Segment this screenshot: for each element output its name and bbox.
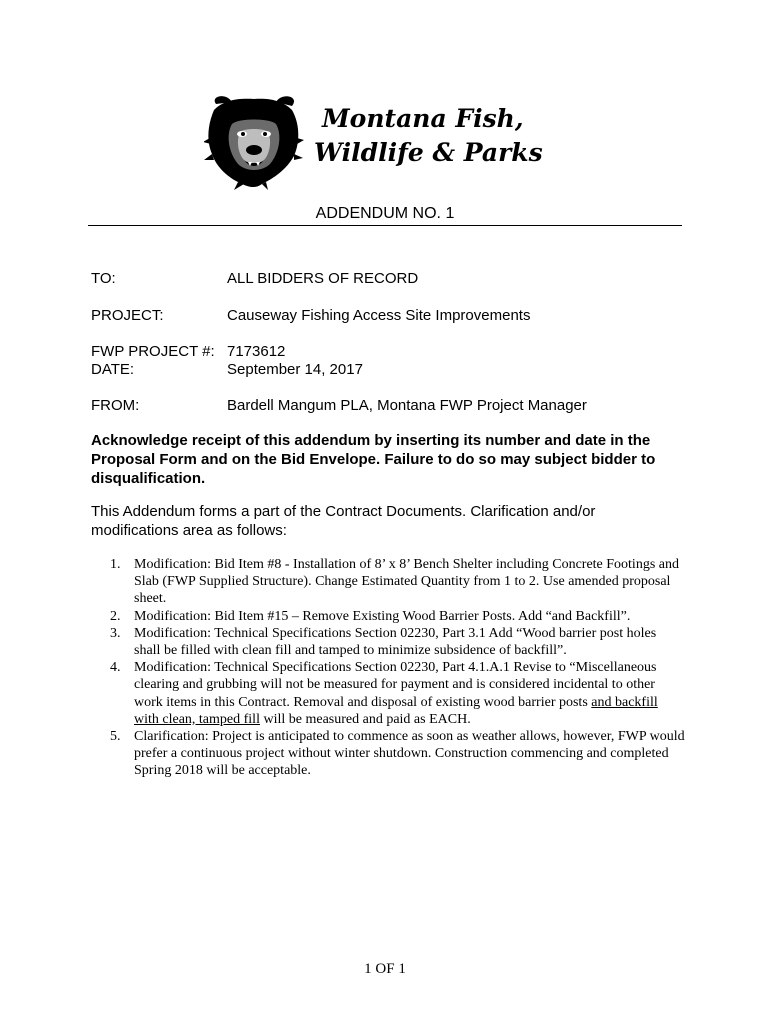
- item-text-after: will be measured and paid as EACH.: [259, 711, 471, 727]
- list-item: [110, 625, 685, 659]
- to-value: ALL BIDDERS OF RECORD: [227, 270, 419, 287]
- bear-head-icon: [204, 94, 304, 190]
- item-text: Modification: Bid Item #15 – Remove Existing Wood Barrier Posts. Add “and Backfill”.: [134, 608, 631, 624]
- date-value: September 14, 2017: [227, 361, 363, 378]
- item-number: 5.: [110, 729, 121, 745]
- item-number: 4.: [110, 660, 121, 676]
- modification-list: [110, 556, 685, 780]
- logo-line-2: Wildlife & Parks: [314, 138, 543, 167]
- list-item: [110, 659, 685, 728]
- list-item: [110, 728, 685, 780]
- item-text: [134, 660, 658, 727]
- item-text-before: Modification: Technical Specifications Section 02230, Part 4.1.A.1 Revise to “Miscellaneous clearing and grubbing will not be measured for payment and is considered incidental to other work items in this Contract. Removal and disposal of existing wood barrier posts: [134, 660, 657, 710]
- title-divider: [88, 225, 682, 226]
- document-title: ADDENDUM NO. 1: [315, 205, 455, 222]
- list-item: [110, 556, 685, 608]
- project-label: PROJECT:: [91, 307, 164, 324]
- agency-logo: [204, 94, 564, 190]
- fwp-project-value: 7173612: [227, 343, 286, 360]
- logo-wordmark: [314, 102, 543, 170]
- item-number: 3.: [110, 625, 121, 641]
- project-value: Causeway Fishing Access Site Improvements: [227, 307, 531, 324]
- from-label: FROM:: [91, 397, 140, 414]
- logo-line-1: Montana Fish,: [322, 104, 524, 133]
- item-text: Modification: Technical Specifications Section 02230, Part 3.1 Add “Wood barrier post holes shall be filled with clean fill and tamped to minimize subsidence of backfill”.: [134, 625, 657, 659]
- item-text-underlined: and backfill with clean, tamped fill: [134, 694, 658, 727]
- to-label: TO:: [91, 270, 116, 287]
- addendum-intro: This Addendum forms a part of the Contract Documents. Clarification and/or modifications area as follows:: [91, 503, 596, 539]
- page-number: 1 OF 1: [364, 961, 406, 977]
- from-value: Bardell Mangum PLA, Montana FWP Project Manager: [227, 397, 587, 414]
- item-text: Clarification: Project is anticipated to commence as soon as weather allows, however, FWP would prefer a continuous project without winter shutdown. Construction commencing and completed Spring 2018 will be acceptable.: [134, 729, 685, 779]
- list-item: [110, 608, 685, 625]
- acknowledgement-notice: Acknowledge receipt of this addendum by inserting its number and date in the Proposal Form and on the Bid Envelope. Failure to do so may subject bidder to disqualification.: [91, 432, 656, 487]
- item-number: 1.: [110, 557, 121, 572]
- fwp-project-label: FWP PROJECT #:: [91, 343, 215, 360]
- item-text: Modification: Bid Item #8 - Installation of 8’ x 8’ Bench Shelter including Concrete Footings and Slab (FWP Supplied Structure). Change Estimated Quantity from 1 to 2. Use amended proposal sheet.: [134, 557, 679, 607]
- item-number: 2.: [110, 608, 121, 624]
- date-label: DATE:: [91, 361, 135, 378]
